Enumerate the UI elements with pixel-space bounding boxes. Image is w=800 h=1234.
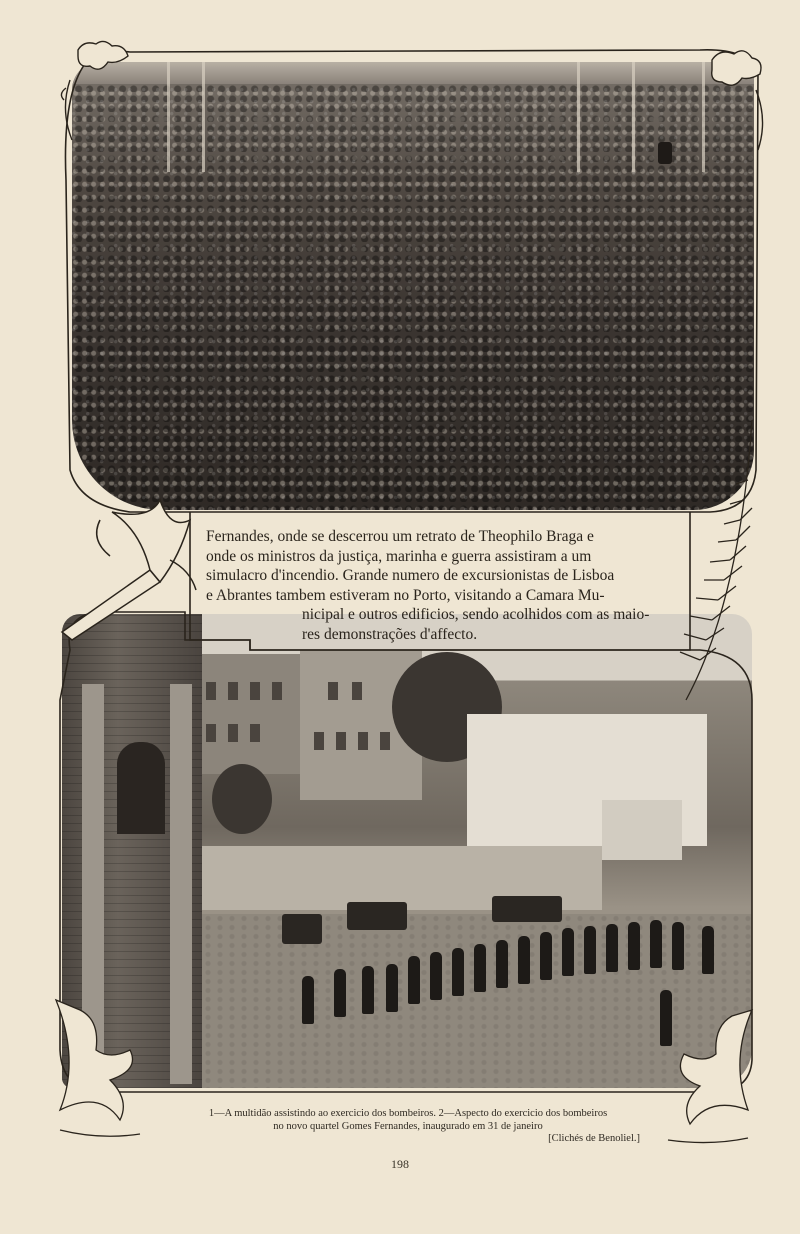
fireman: [518, 936, 530, 984]
background-building: [192, 654, 302, 774]
page-number: 198: [391, 1157, 409, 1171]
flag-pole: [202, 62, 205, 172]
small-house: [602, 800, 682, 860]
fireman: [702, 926, 714, 974]
fireman: [606, 924, 618, 972]
fireman: [496, 940, 508, 988]
fireman: [584, 926, 596, 974]
photo-caption: [168, 1108, 648, 1146]
fireman: [562, 928, 574, 976]
horse-carriage: [492, 896, 562, 922]
photo-credit: [Clichés de Benoliel.]: [548, 1133, 640, 1144]
caption-line-1: 1—A multidão assistindo ao exercicio dos bombeiros. 2—Aspecto do exercicio dos bombeiros: [208, 1108, 608, 1119]
flag-pole: [577, 62, 580, 172]
article-line: onde os ministros da justiça, marinha e guerra assistiram a um: [206, 547, 592, 565]
caption-line-2: no novo quartel Gomes Fernandes, inaugurado em 31 de janeiro: [273, 1120, 543, 1132]
fireman: [672, 922, 684, 970]
fireman: [386, 964, 398, 1012]
tower-window: [117, 742, 165, 834]
street-lamp: [658, 142, 672, 164]
fireman: [452, 948, 464, 996]
crowd-photograph: [72, 62, 754, 510]
article-line: simulacro d'incendio. Grande numero de excursionistas de Lisboa: [206, 567, 615, 585]
fireman: [650, 920, 662, 968]
training-tower: [62, 614, 202, 1088]
fireman: [362, 966, 374, 1014]
firemen-exercise-photograph: [62, 614, 752, 1088]
article-text: [206, 527, 680, 645]
horse-carriage: [347, 902, 407, 930]
article-line: nicipal e outros edificios, sendo acolhidos com as maio-: [302, 606, 650, 624]
fireman: [408, 956, 420, 1004]
fireman: [628, 922, 640, 970]
fireman: [334, 969, 346, 1017]
flag-pole: [702, 62, 705, 172]
fireman: [430, 952, 442, 1000]
tree: [212, 764, 272, 834]
photo-sky: [72, 62, 754, 84]
article-line: res demonstrações d'affecto.: [302, 625, 478, 643]
fireman: [302, 976, 314, 1024]
fireman: [474, 944, 486, 992]
article-line: Fernandes, onde se descerrou um retrato de Theophilo Braga e: [206, 528, 594, 545]
article-line: e Abrantes tambem estiveram no Porto, visitando a Camara Mu-: [206, 586, 605, 604]
flag-pole: [632, 62, 635, 172]
fireman: [540, 932, 552, 980]
flag-pole: [167, 62, 170, 172]
horses: [282, 914, 322, 944]
fireman-officer: [660, 990, 672, 1046]
